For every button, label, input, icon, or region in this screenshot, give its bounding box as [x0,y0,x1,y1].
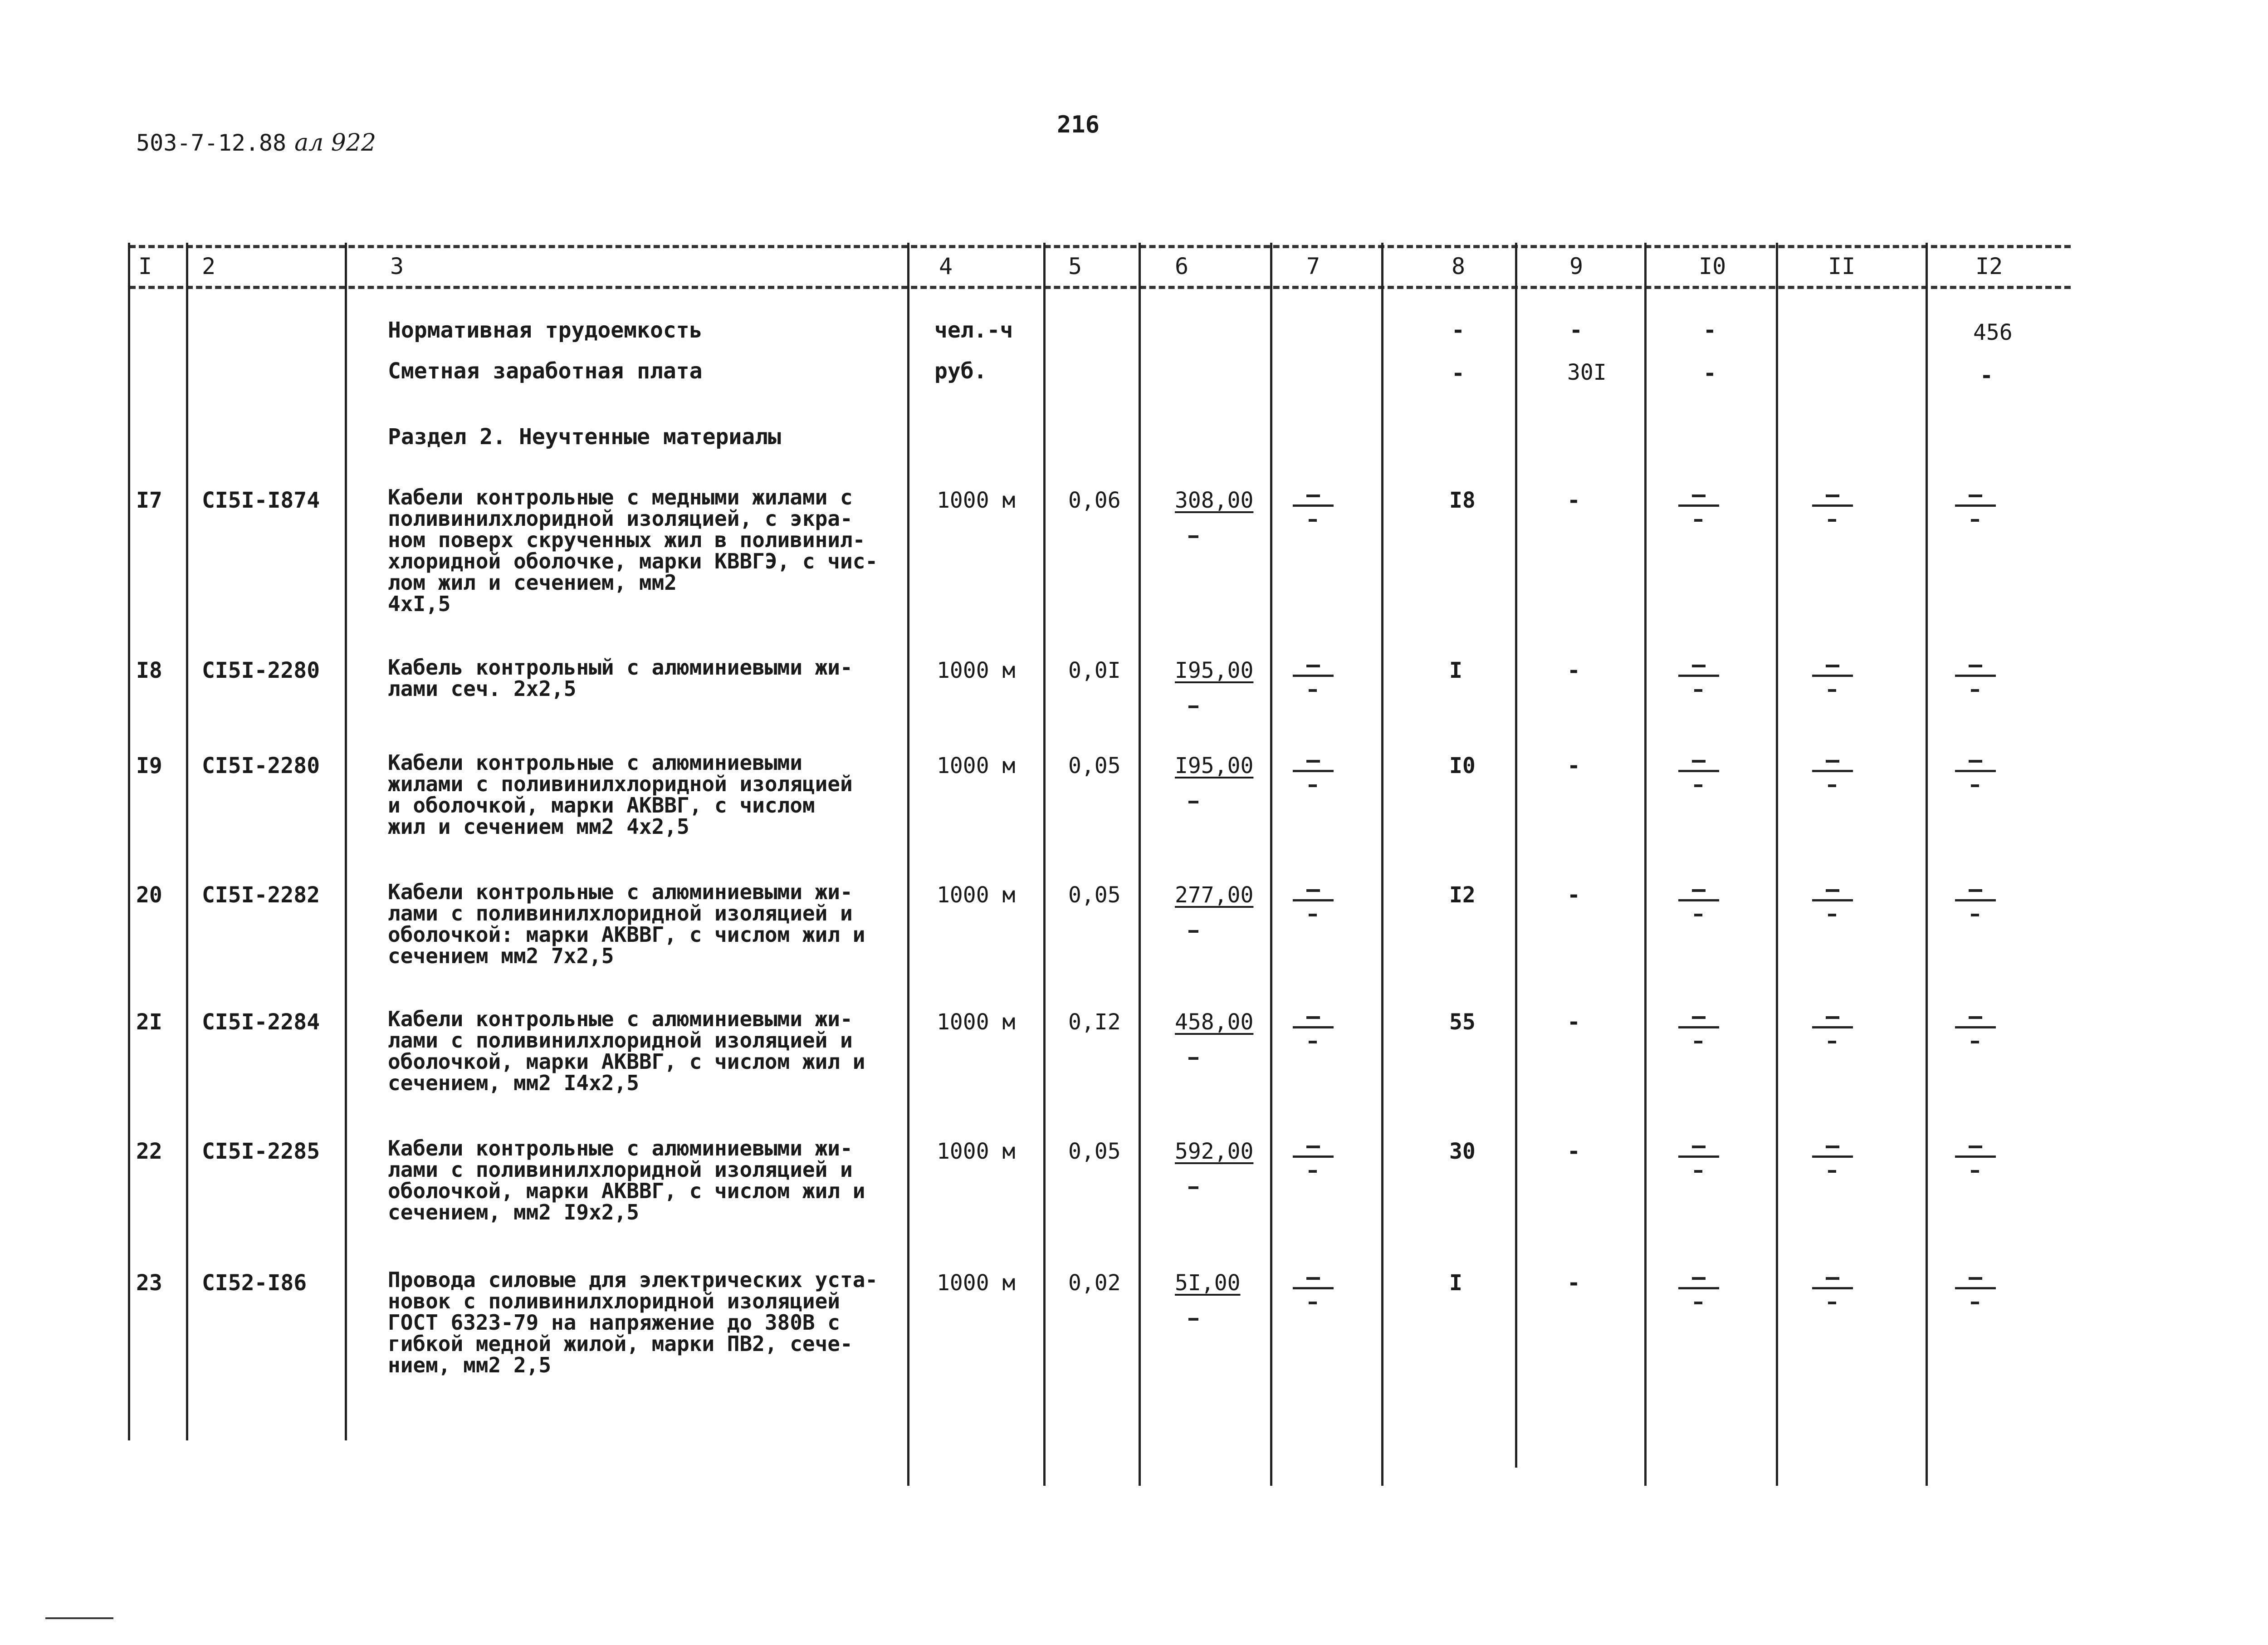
summary-cell: - [1452,361,1465,386]
summary-cell: - [1980,363,1993,388]
row-number: 2I [136,1009,162,1035]
description-line: Кабели контрольные с алюминиевыми жи- [388,1007,853,1031]
row-number: 22 [136,1139,162,1164]
quantity: 0,05 [1068,753,1121,778]
page-number: 216 [1057,111,1100,138]
column-header: 7 [1306,253,1320,279]
description-line: оболочкой, марки АКВВГ, с числом жил и [388,1179,865,1203]
quantity: 0,05 [1068,1139,1121,1164]
empty-cell: - [1567,1139,1580,1164]
fraction-dash-mark [1678,494,1719,531]
column-header: 2 [202,253,216,279]
quantity: 0,0I [1068,658,1121,683]
quantity: 0,02 [1068,1270,1121,1296]
fraction-dash-mark [1955,494,1996,531]
item-description [388,487,878,615]
empty-cell: - [1567,658,1580,683]
unit: 1000 м [937,1009,1016,1035]
unit-price: I95,00 [1175,753,1254,778]
description-line: оболочкой: марки АКВВГ, с числом жил и [388,922,865,947]
description-line: новок с поливинилхлоридной изоляцией [388,1289,840,1313]
description-line: ном поверх скрученных жил в поливинил- [388,528,865,552]
row-number: 20 [136,882,162,908]
column-border [1043,243,1046,1486]
quantity-value: I [1449,658,1462,683]
price-code: CI5I-2280 [202,658,320,683]
item-description [388,881,865,967]
summary-unit: чел.-ч [934,318,1013,343]
description-line: сечением, мм2 I4х2,5 [388,1071,639,1095]
description-line: лами с поливинилхлоридной изоляцией и [388,1028,853,1053]
fraction-dash-mark [1955,760,1996,796]
summary-cell: 456 [1973,320,2013,345]
column-header: I2 [1975,253,2003,279]
summary-label: Нормативная трудоемкость [388,318,703,343]
column-border [1381,243,1383,1486]
description-line: сечением, мм2 I9х2,5 [388,1200,639,1224]
dash-mark [1188,535,1198,538]
fraction-dash-mark [1812,1016,1853,1053]
fraction-dash-mark [1812,1277,1853,1313]
summary-cell: - [1452,318,1465,343]
row-number: I7 [136,488,162,513]
price-code: CI5I-2284 [202,1009,320,1035]
quantity: 0,I2 [1068,1009,1121,1035]
dash-mark [1188,1318,1198,1321]
summary-cell: - [1703,318,1716,343]
description-line: Кабели контрольные с алюминиевыми жи- [388,1136,853,1160]
price-code: CI5I-I874 [202,488,320,513]
column-border [1270,243,1272,1486]
description-line: Кабели контрольные с алюминиевыми жи- [388,880,853,904]
description-line: сечением мм2 7х2,5 [388,944,614,968]
description-line: лами с поливинилхлоридной изоляцией и [388,1157,853,1182]
unit: 1000 м [937,882,1016,908]
fraction-dash-mark [1955,1016,1996,1053]
fraction-dash-mark [1678,1016,1719,1053]
description-line: поливинилхлоридной изоляцией, с экра- [388,506,853,531]
dash-mark [1188,1057,1198,1060]
document-code-text: 503-7-12.88 [136,130,287,156]
column-border [1644,243,1647,1486]
quantity: 0,05 [1068,882,1121,908]
description-line: жил и сечением мм2 4х2,5 [388,814,689,839]
fraction-dash-mark [1812,889,1853,925]
unit-price: 458,00 [1175,1009,1254,1035]
summary-cell: 30I [1567,360,1607,385]
description-line: хлоридной оболочке, марки КВВГЭ, с чис- [388,549,878,573]
column-header: 6 [1175,253,1189,279]
column-border [345,243,347,1440]
column-border [128,243,130,1440]
unit: 1000 м [937,1139,1016,1164]
item-description [388,752,853,837]
empty-cell: - [1567,1009,1580,1035]
description-line: Провода силовые для электрических уста- [388,1268,878,1292]
unit-price: 277,00 [1175,882,1254,908]
empty-cell: - [1567,1270,1580,1296]
row-number: I9 [136,753,162,778]
price-code: CI52-I86 [202,1270,307,1296]
description-line: ГОСТ 6323-79 на напряжение до 380В с [388,1310,840,1335]
fraction-dash-mark [1678,889,1719,925]
column-border [1515,243,1517,1468]
unit: 1000 м [937,753,1016,778]
fraction-dash-mark [1955,1146,1996,1182]
unit: 1000 м [937,1270,1016,1296]
empty-cell: - [1567,882,1580,908]
price-code: CI5I-2280 [202,753,320,778]
dash-mark [1188,1186,1198,1189]
fraction-dash-mark [1678,1277,1719,1313]
price-code: CI5I-2282 [202,882,320,908]
summary-cell: - [1569,318,1583,343]
fraction-dash-mark [1678,665,1719,701]
fraction-dash-mark [1293,494,1334,531]
empty-cell: - [1567,753,1580,778]
fraction-dash-mark [1955,1277,1996,1313]
fraction-dash-mark [1678,1146,1719,1182]
description-line: Кабели контрольные с медными жилами с [388,485,853,509]
fraction-dash-mark [1955,665,1996,701]
description-line: Кабель контрольный с алюминиевыми жи- [388,655,853,680]
description-line: лами сеч. 2х2,5 [388,676,577,701]
column-header: II [1828,253,1856,279]
column-border [1776,243,1778,1486]
fraction-dash-mark [1812,760,1853,796]
fraction-dash-mark [1293,1146,1334,1182]
quantity-value: I2 [1449,882,1476,908]
fraction-dash-mark [1293,889,1334,925]
fraction-dash-mark [1293,1277,1334,1313]
description-line: Кабели контрольные с алюминиевыми [388,750,802,775]
column-header: I0 [1699,253,1726,279]
column-header: I [138,253,152,279]
quantity: 0,06 [1068,488,1121,513]
row-number: I8 [136,658,162,683]
column-header: 9 [1569,253,1584,279]
summary-unit: руб. [934,358,987,384]
description-line: нием, мм2 2,5 [388,1353,552,1377]
fraction-dash-mark [1812,665,1853,701]
footer-rule [45,1617,113,1619]
fraction-dash-mark [1955,889,1996,925]
dash-mark [1188,930,1198,933]
description-line: оболочкой, марки АКВВГ, с числом жил и [388,1049,865,1074]
unit: 1000 м [937,658,1016,683]
dash-mark [1188,801,1198,803]
header-top-border [129,245,2071,248]
description-line: лом жил и сечением, мм2 [388,570,677,595]
unit-price: 5I,00 [1175,1270,1241,1296]
summary-cell: - [1703,361,1716,386]
item-description [388,1009,865,1094]
description-line: жилами с поливинилхлоридной изоляцией [388,772,853,796]
fraction-dash-mark [1678,760,1719,796]
quantity-value: 30 [1449,1139,1476,1164]
document-code [136,129,376,157]
unit-price: 308,00 [1175,488,1254,513]
section-title: Раздел 2. Неучтенные материалы [388,424,781,450]
quantity-value: I8 [1449,488,1476,513]
item-description [388,1138,865,1223]
quantity-value: I0 [1449,753,1476,778]
quantity-value: 55 [1449,1009,1476,1035]
fraction-dash-mark [1293,665,1334,701]
row-number: 23 [136,1270,162,1296]
column-header: 5 [1068,253,1082,279]
fraction-dash-mark [1812,494,1853,531]
description-line: и оболочкой, марки АКВВГ, с числом [388,793,815,818]
header-bottom-border [129,286,2071,289]
column-border [907,243,909,1486]
item-description [388,1269,878,1376]
column-header: 8 [1452,253,1466,279]
column-header: 3 [390,253,404,279]
unit-price: I95,00 [1175,658,1254,683]
price-code: CI5I-2285 [202,1139,320,1164]
fraction-dash-mark [1293,1016,1334,1053]
summary-label: Сметная заработная плата [388,358,703,384]
fraction-dash-mark [1812,1146,1853,1182]
column-border [1926,243,1928,1486]
description-line: 4хI,5 [388,592,451,616]
description-line: лами с поливинилхлоридной изоляцией и [388,901,853,925]
column-header: 4 [939,253,953,279]
column-border [186,243,188,1440]
quantity-value: I [1449,1270,1462,1296]
dash-mark [1188,705,1198,708]
unit-price: 592,00 [1175,1139,1254,1164]
handwritten-annotation: ал 922 [294,129,376,157]
column-border [1139,243,1141,1486]
empty-cell: - [1567,488,1580,513]
description-line: гибкой медной жилой, марки ПВ2, сече- [388,1332,853,1356]
fraction-dash-mark [1293,760,1334,796]
item-description [388,657,853,700]
unit: 1000 м [937,488,1016,513]
